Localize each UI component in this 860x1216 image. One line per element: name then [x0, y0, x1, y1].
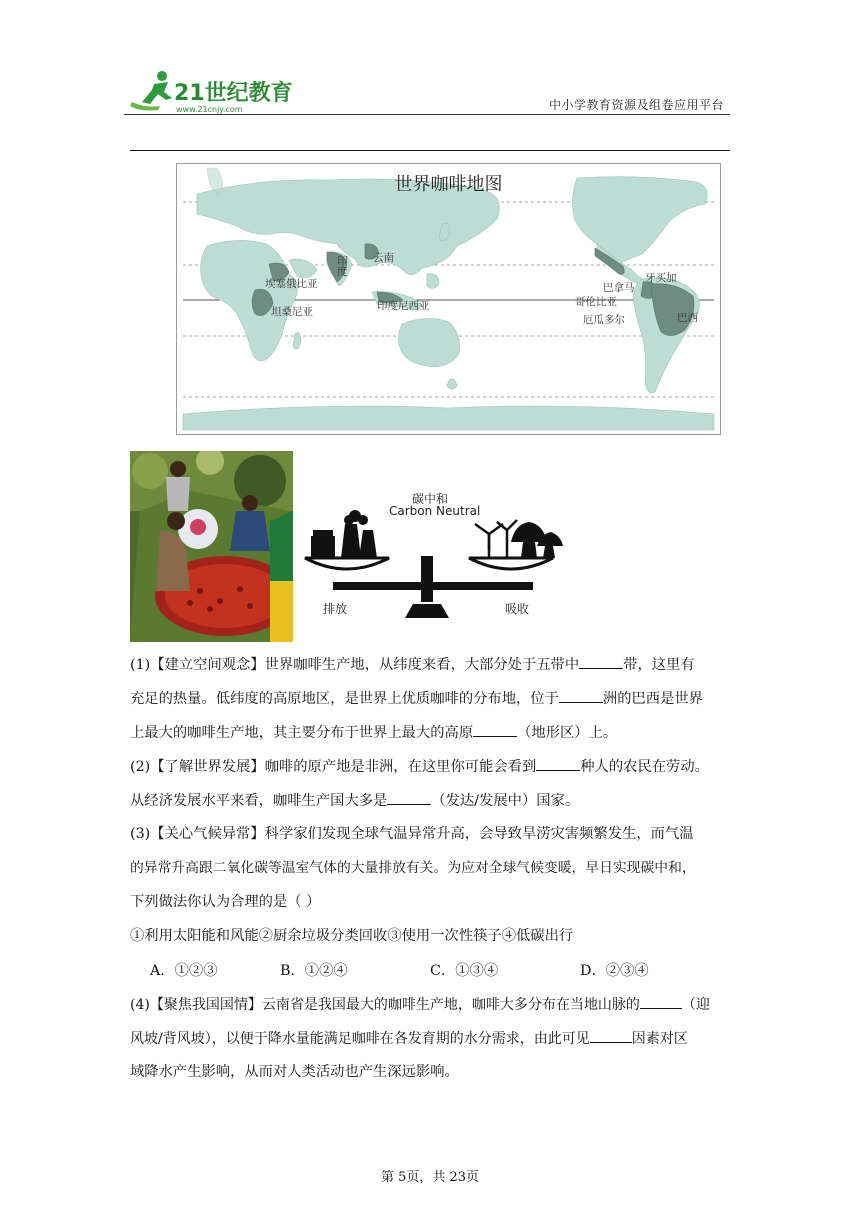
option-b[interactable]: B．①②④ [280, 963, 348, 979]
q4-line1: (4)【聚焦我国国情】云南省是我国最大的咖啡生产地，咖啡大多分布在当地山脉的 （迎 [130, 994, 710, 1015]
label-panama: 巴拿马 [603, 282, 635, 294]
logo-21cnjy [124, 68, 294, 116]
q1-line1: (1)【建立空间观念】世界咖啡生产地，从纬度来看，大部分处于五带中 带，这里有 [130, 654, 695, 675]
coffee-harvest-photo [130, 451, 293, 642]
balance-absorption-label: 吸收 [505, 602, 530, 616]
content-divider [130, 150, 730, 151]
world-coffee-map [176, 163, 721, 435]
map-drawing [177, 164, 720, 434]
label-jamaica: 牙买加 [645, 272, 677, 284]
option-c[interactable]: C．①③④ [430, 963, 499, 979]
q4-blank1[interactable] [640, 994, 682, 1009]
q3-line4: ①利用太阳能和风能②厨余垃圾分类回收③使用一次性筷子④低碳出行 [130, 928, 574, 944]
carbon-neutral-balance [297, 480, 567, 620]
platform-name: 中小学教育资源及组卷应用平台 [548, 98, 724, 112]
q4-line3: 域降水产生影响，从而对人类活动也产生深远影响。 [130, 1064, 459, 1080]
label-indonesia: 印度尼西亚 [377, 300, 430, 312]
label-ecuador: 厄瓜多尔 [583, 314, 625, 326]
option-d[interactable]: D．②③④ [580, 963, 649, 979]
q2-line1: (2)【了解世界发展】咖啡的原产地是非洲，在这里你可能会看到 种人的农民在劳动。 [130, 756, 709, 777]
label-brazil: 巴西 [677, 312, 698, 324]
label-yunnan: 云南 [373, 252, 394, 264]
label-tanzania: 坦桑尼亚 [271, 306, 313, 318]
balance-title-cn: 碳中和 [412, 492, 449, 506]
q2-line2: 从经济发展水平来看，咖啡生产国大多是 （发达/发展中）国家。 [130, 790, 579, 811]
option-a[interactable]: A．①②③ [150, 963, 218, 979]
logo-main-text: 21世纪教育 [174, 81, 293, 106]
q3-line3: 下列做法你认为合理的是（ ） [130, 894, 321, 910]
balance-emission-label: 排放 [323, 602, 348, 616]
q1-blank1[interactable] [579, 654, 623, 669]
q4-blank2[interactable] [590, 1028, 632, 1043]
q3-line2: 的异常升高跟二氧化碳等温室气体的大量排放有关。为应对全球气候变暖，早日实现碳中和， [130, 860, 696, 876]
q1-line2: 充足的热量。低纬度的高原地区，是世界上优质咖啡的分布地，位于 洲的巴西是世界 [130, 688, 703, 709]
header-divider [124, 114, 730, 115]
page-number: 第 5页，共 23页 [380, 1170, 480, 1185]
q1-line3: 上最大的咖啡生产地，其主要分布于世界上最大的高原 （地形区）上。 [130, 722, 617, 743]
label-india: 印度 [337, 255, 348, 278]
map-title: 世界咖啡地图 [394, 174, 503, 195]
balance-title-en: Carbon Neutral [389, 504, 481, 518]
label-ethiopia: 埃塞俄比亚 [265, 278, 318, 290]
q4-line2: 风坡/背风坡），以便于降水量能满足咖啡在各发育期的水分需求，由此可见 因素对区 [130, 1028, 688, 1049]
label-colombia: 哥伦比亚 [575, 296, 617, 308]
q1-blank2[interactable] [559, 688, 603, 703]
logo-url-text: www.21cnjy.com [176, 105, 243, 114]
q1-blank3[interactable] [473, 722, 517, 737]
q2-blank1[interactable] [536, 756, 580, 771]
q3-line1: (3)【关心气候异常】科学家们发现全球气温异常升高，会导致旱涝灾害频繁发生，而气温 [130, 826, 694, 842]
q2-blank2[interactable] [387, 790, 431, 805]
